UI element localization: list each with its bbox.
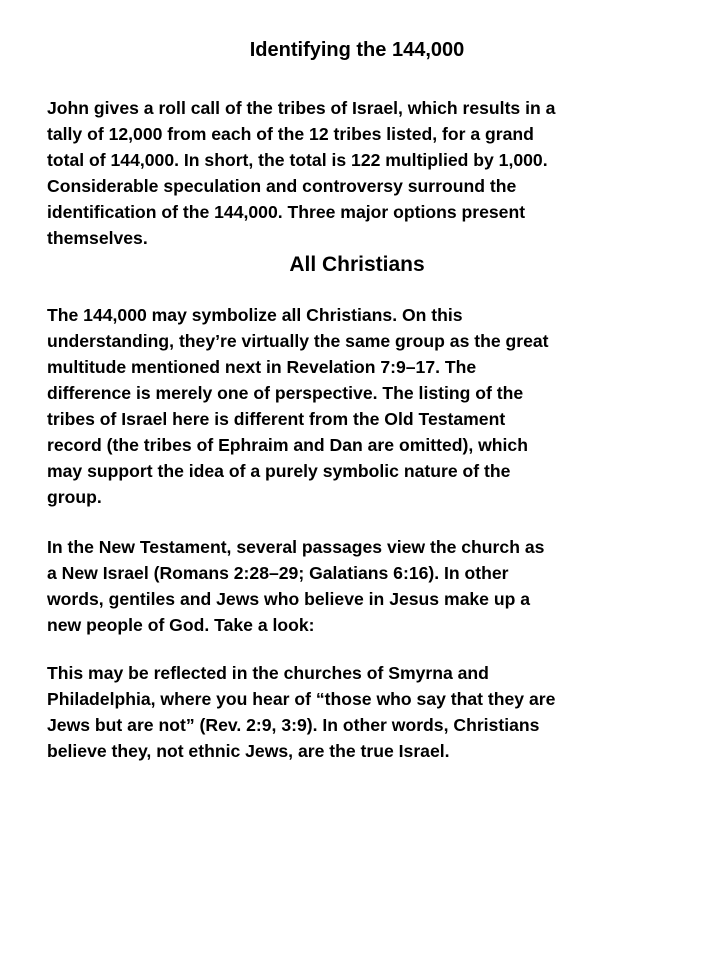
text-line: multitude mentioned next in Revelation 7:9–17. The [47,357,477,377]
page-title: Identifying the 144,000 [249,39,465,61]
section-heading: All Christians [289,253,425,276]
text-line: Considerable speculation and controversy surround the [47,176,517,196]
text-line: total of 144,000. In short, the total is 122 multiplied by 1,000. [47,150,548,170]
text-line: group. [47,487,102,507]
text-line: This may be reflected in the churches of Smyrna and [47,663,489,683]
text-line: tribes of Israel here is different from the Old Testament [47,409,506,429]
text-line: understanding, they’re virtually the same group as the great [47,331,549,351]
text-line: The 144,000 may symbolize all Christians. On this [47,305,463,325]
text-line: tally of 12,000 from each of the 12 tribes listed, for a grand [47,124,534,144]
text-line: themselves. [47,228,148,248]
text-line: a New Israel (Romans 2:28–29; Galatians 6:16). In other [47,563,509,583]
text-line: record (the tribes of Ephraim and Dan are omitted), which [47,435,528,455]
section-paragraph-2 [47,534,687,638]
text-line: identification of the 144,000. Three major options present [47,202,526,222]
text-line: In the New Testament, several passages view the church as [47,537,545,557]
section-paragraph-1 [47,302,687,510]
text-line: words, gentiles and Jews who believe in Jesus make up a [47,589,531,609]
text-line: Philadelphia, where you hear of “those who say that they are [47,689,556,709]
text-line: Jews but are not” (Rev. 2:9, 3:9). In other words, Christians [47,715,540,735]
text-line: difference is merely one of perspective. The listing of the [47,383,524,403]
intro-paragraph [47,95,687,251]
text-line: believe they, not ethnic Jews, are the true Israel. [47,741,450,761]
text-line: may support the idea of a purely symbolic nature of the [47,461,511,481]
section-paragraph-3 [47,660,687,764]
text-line: John gives a roll call of the tribes of Israel, which results in a [47,98,556,118]
text-line: new people of God. Take a look: [47,615,315,635]
